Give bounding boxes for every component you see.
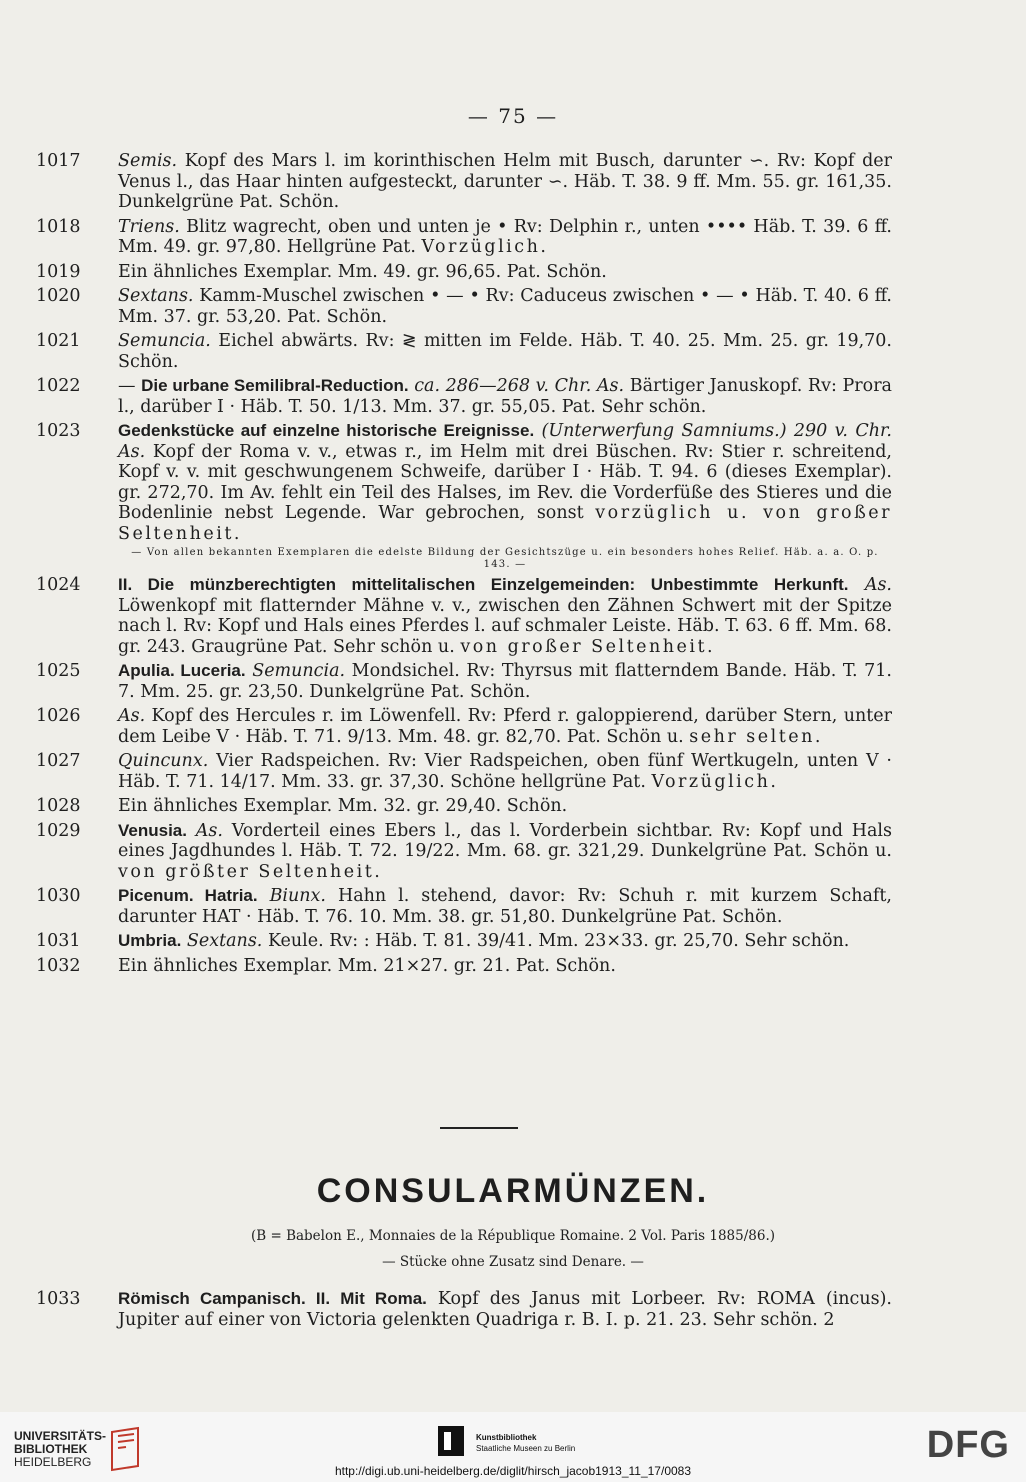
entry-text: Ein ähnliches Exemplar. Mm. 49. gr. 96,65. Pat. Schön. xyxy=(118,261,607,282)
entry-number: 1019 xyxy=(36,261,81,282)
entry-text xyxy=(534,421,541,441)
entry-text: Kopf des Hercules r. im Löwenfell. Rv: Pferd r. galoppierend, darüber Stern, unter dem Leibe V · Häb. T. 71. 9/13. Mm. 48. gr. 82,70. Pat. Schön u. xyxy=(118,706,892,747)
entry-number: 1030 xyxy=(36,886,81,906)
entry-number: 1018 xyxy=(36,216,81,237)
catalog-entry xyxy=(36,575,892,657)
entry-text: Semis. xyxy=(118,151,178,171)
catalog-entry xyxy=(36,931,892,952)
catalog-entry xyxy=(36,821,892,883)
entry-text: vorzüglich u. von großer Seltenheit. xyxy=(118,503,893,544)
entry-text: sehr selten. xyxy=(689,726,823,747)
entry-text: Sextans. xyxy=(118,286,194,306)
entry-text: Kamm-Muschel zwischen • — • Rv: Caduceus zwischen • — • Häb. T. 40. 6 ff. Mm. 37. gr. 53,20. Pat. Schön. xyxy=(118,286,892,327)
entry-text: Quincunx. xyxy=(118,751,209,771)
entry-text: von großer Seltenheit. xyxy=(460,636,716,657)
entry-text: Kopf des Mars l. im korinthischen Helm mit Busch, darunter ∽. Rv: Kopf der Venus l., das Haar hinten aufgesteckt, darunter ∽. Häb. T. 38. 9 ff. Mm. 55. gr. 161,35. Dunkelgrüne Pat. Schön. xyxy=(118,151,892,212)
entry-text: Keule. Rv: : Häb. T. 81. 39/41. Mm. 23×33. gr. 25,70. Sehr schön. xyxy=(262,931,850,951)
entry-text: (Unterwerfung Samniums.) 290 v. Chr. As. xyxy=(118,421,892,462)
catalog-entry xyxy=(36,421,892,571)
catalog-entry xyxy=(36,286,892,327)
entry-text: Biunx. xyxy=(269,886,326,906)
entry-number: 1031 xyxy=(36,931,81,951)
entry-number: 1021 xyxy=(36,331,81,351)
entry-text: Semuncia. xyxy=(118,331,211,351)
catalog-entry xyxy=(36,151,892,213)
section-reference: (B = Babelon E., Monnaies de la République Romaine. 2 Vol. Paris 1885/86.) xyxy=(250,1228,776,1244)
section-divider xyxy=(440,1127,518,1129)
catalog-entry xyxy=(36,886,892,927)
entry-number: 1017 xyxy=(36,151,81,171)
entry-text: — xyxy=(118,376,142,396)
section-note: — Stücke ohne Zusatz sind Denare. — xyxy=(382,1254,644,1270)
catalog-entry xyxy=(36,217,892,258)
entry-text: Löwenkopf mit flatternder Mähne v. v., zwischen den Zähnen Schwert mit der Spitze nach l. Rv: Kopf und Hals eines Pferdes l. auf schmaler Leiste. Häb. T. 63. 6 ff. Mm. 68. gr. 243. Graugrüne Pat. Sehr schön u. xyxy=(118,595,892,657)
entry-text: Apulia. Luceria. xyxy=(118,661,246,680)
section-heading: CONSULARMÜNZEN. xyxy=(316,1172,710,1210)
entry-number: 1023 xyxy=(36,421,81,441)
catalog-entry xyxy=(36,751,892,792)
page-number: — 75 — xyxy=(467,104,559,128)
entry-text: Mondsichel. Rv: Thyrsus mit flatterndem Bande. Häb. T. 71. 7. Mm. 25. gr. 23,50. Dunkelgrüne Pat. Schön. xyxy=(118,661,892,702)
kunstbibliothek-logo-icon xyxy=(436,1424,466,1458)
entry-text: Ein ähnliches Exemplar. Mm. 32. gr. 29,40. Schön. xyxy=(118,796,568,816)
catalog-entries-consular xyxy=(36,1289,892,1334)
entry-number: 1024 xyxy=(36,575,81,595)
kunstbibliothek-text: Kunstbibliothek Staatliche Museen zu Berlin xyxy=(476,1433,576,1453)
entry-text: Sextans. xyxy=(186,931,263,951)
entry-text: Picenum. Hatria. xyxy=(118,886,258,905)
entry-number: 1028 xyxy=(36,796,81,816)
entry-text: Kopf des Janus mit Lorbeer. Rv: ROMA (incus). Jupiter auf einer von Victoria gelenkten Quadriga r. B. I. p. 21. 23. Sehr schön. 2 xyxy=(118,1289,892,1330)
catalog-entry xyxy=(36,706,892,747)
entry-text: Semuncia. xyxy=(252,661,346,681)
entry-number: 1033 xyxy=(36,1289,81,1309)
catalog-entry xyxy=(36,956,892,977)
entry-number: 1022 xyxy=(36,376,81,396)
entry-text: Vorderteil eines Ebers l., das l. Vorderbein sichtbar. Rv: Kopf und Hals eines Jagdhundes l. Häb. T. 72. 19/22. Mm. 68. gr. 321,29. Dunkelgrüne Pat. Schön u. xyxy=(118,820,892,861)
catalog-entry xyxy=(36,661,892,702)
entry-text: Gedenkstücke auf einzelne historische Ereignisse. xyxy=(118,421,535,440)
entry-text: Venusia. xyxy=(118,820,187,840)
entry-text: II. Die münzberechtigten mittelitalischen Einzelgemeinden: Unbestimmte Herkunft. xyxy=(118,575,849,594)
entry-footnote: — Von allen bekannten Exemplaren die edelste Bildung der Gesichtszüge u. ein besonders hohes Relief. Häb. a. a. O. p. 143. — xyxy=(131,547,879,570)
entry-text xyxy=(187,821,196,841)
entry-text: Römisch Campanisch. II. Mit Roma. xyxy=(118,1289,427,1308)
entry-number: 1029 xyxy=(36,820,81,841)
university-library-logo-text[interactable]: UNIVERSITÄTS- BIBLIOTHEK HEIDELBERG xyxy=(14,1429,107,1469)
entry-text: As. xyxy=(118,706,146,726)
entry-text xyxy=(258,886,270,906)
entry-text: ca. 286—268 v. Chr. As. xyxy=(414,376,625,396)
entry-text: As. xyxy=(864,575,892,595)
entry-text: Blitz wagrecht, oben und unten je • Rv: Delphin r., unten •••• Häb. T. 39. 6 ff. Mm. 49. gr. 97,80. Hellgrüne Pat. xyxy=(118,216,892,257)
entry-text xyxy=(848,575,864,595)
catalog-entry xyxy=(36,331,892,372)
entry-text: Umbria. xyxy=(118,931,182,950)
entry-text: As. xyxy=(195,820,223,841)
catalog-entry xyxy=(36,1289,892,1330)
entry-text: von größter Seltenheit. xyxy=(118,861,383,882)
entry-text: Bärtiger Januskopf. Rv: Prora l., darüber I · Häb. T. 50. 1/13. Mm. 37. gr. 55,05. Pat. Sehr schön. xyxy=(118,376,892,417)
entry-text: Die urbane Semilibral-Reduction. xyxy=(141,376,409,395)
entry-text: Vorzüglich. xyxy=(421,237,549,257)
entry-number: 1026 xyxy=(36,706,81,726)
entry-text: Kopf der Roma v. v., etwas r., im Helm mit drei Büschen. Rv: Stier r. schreitend, Kopf v. v. mit geschwungenem Schweife, darüber I · Häb. T. 94. 6 (dieses Exemplar). gr. 272,70. Im Av. fehlt ein Teil des Halses, im Rev. die Vorderfüße des Stieres und die Bodenlinie nebst Legende. War gebrochen, sonst xyxy=(118,441,892,523)
entry-text: Ein ähnliches Exemplar. Mm. 21×27. gr. 21. Pat. Schön. xyxy=(118,955,616,976)
entry-number: 1032 xyxy=(36,955,81,976)
entry-text: Vier Radspeichen. Rv: Vier Radspeichen, oben fünf Wertkugeln, unten V · Häb. T. 71. 14/17. Mm. 33. gr. 37,30. Schöne hellgrüne Pat. xyxy=(118,751,892,792)
entry-text: Triens. xyxy=(118,216,180,237)
dfg-logo[interactable]: DFG xyxy=(926,1424,1010,1466)
footer-bar xyxy=(0,1412,1026,1482)
catalog-entries xyxy=(36,151,892,980)
entry-number: 1027 xyxy=(36,751,81,771)
entry-text: Vorzüglich. xyxy=(651,771,779,792)
catalog-entry xyxy=(36,796,892,817)
catalog-entry xyxy=(36,262,892,283)
entry-text: Hahn l. stehend, davor: Rv: Schuh r. mit kurzem Schaft, darunter HAT · Häb. T. 76. 10. Mm. 38. gr. 51,80. Dunkelgrüne Pat. Schön. xyxy=(118,886,892,927)
entry-text: Eichel abwärts. Rv: ≷ mitten im Felde. Häb. T. 40. 25. Mm. 25. gr. 19,70. Schön. xyxy=(118,331,892,372)
catalog-entry xyxy=(36,376,892,417)
entry-number: 1020 xyxy=(36,286,81,306)
entry-number: 1025 xyxy=(36,661,81,681)
source-url-link[interactable]: http://digi.ub.uni-heidelberg.de/diglit/hirsch_jacob1913_11_17/0083 xyxy=(334,1464,692,1478)
